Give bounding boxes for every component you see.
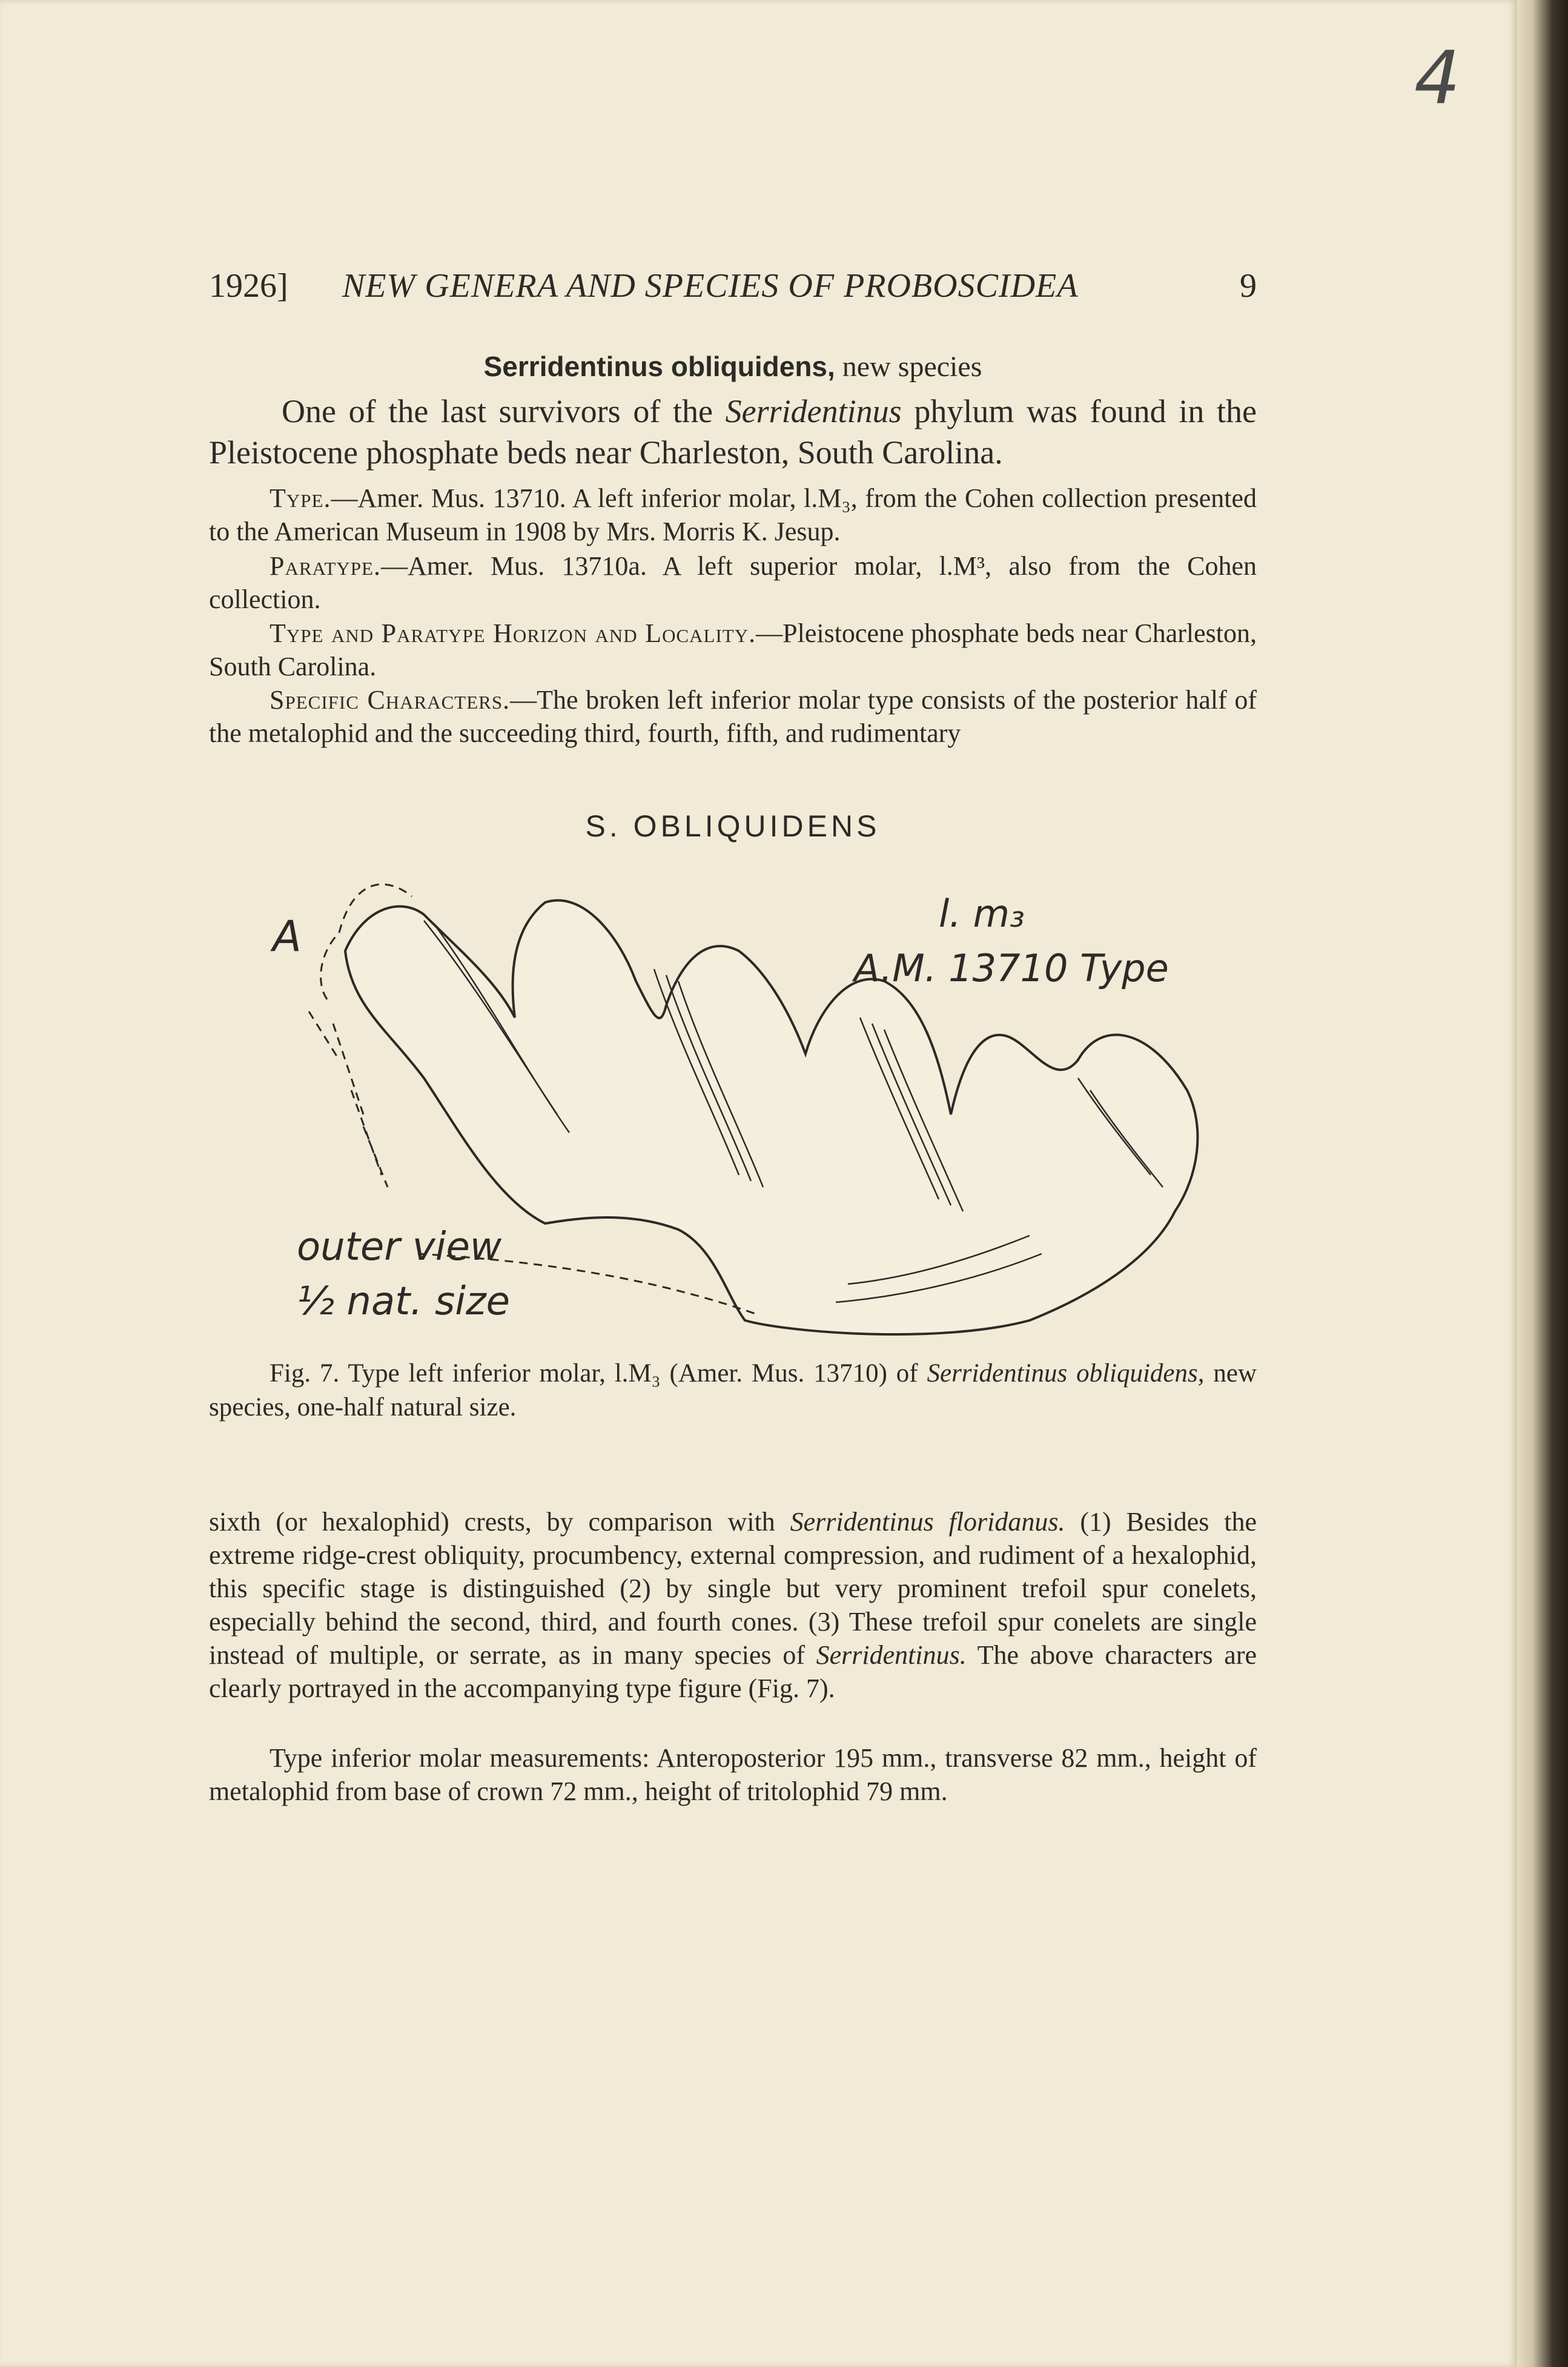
figure-label-size: ½ nat. size (297, 1279, 511, 1324)
figure-label-tooth: l. m₃ (939, 892, 1025, 936)
type-paragraph (209, 482, 1257, 548)
continuation-genus-floridanus: Serridentinus floridanus. (790, 1507, 1065, 1537)
type-text: —Amer. Mus. 13710. A left inferior molar, l.M₃, from the Cohen collection presented to the American Museum in 1908 by Mrs. Morris K. Jesup. (209, 483, 1257, 546)
running-head-year: 1926] (209, 267, 288, 305)
species-name: Serridentinus obliquidens, (483, 351, 835, 382)
figure-caption (209, 1357, 1257, 1425)
measurements-paragraph: Type inferior molar measurements: Anteroposterior 195 mm., transverse 82 mm., height of metalophid from base of crown 72 mm., height of tritolophid 79 mm. (209, 1743, 1257, 1806)
species-heading (209, 350, 1257, 383)
caption-genus: Serridentinus obliquidens, (927, 1359, 1205, 1388)
lead-text-pre: One of the last survivors of the (282, 393, 726, 429)
horizon-text: —Pleistocene phosphate beds near Charleston, South Carolina. (209, 618, 1257, 681)
continuation-text-b: (1) Besides the extreme ridge-crest obliquity, procumbency, external compression, and rudiment of a hexalophid, this specific stage is distinguished (2) by single but very prominent trefoil spur conelets, especially behind the second, third, and fourth cones. (3) These trefoil spur conelets are single instead of multiple, or serrate, as in many species of (209, 1507, 1257, 1670)
characters-paragraph (209, 683, 1257, 750)
page-number: 9 (1240, 267, 1257, 305)
figure-title: S. OBLIQUIDENS (585, 809, 881, 843)
figure-label-view: outer view (297, 1225, 502, 1270)
running-head (209, 266, 1257, 315)
horizon-label: Type and Paratype Horizon and Locality. (270, 618, 756, 648)
lead-text-post: phylum was found in the Pleistocene phosphate beds near Charleston, South Carolina. (209, 393, 1257, 471)
running-head-title: NEW GENERA AND SPECIES OF PROBOSCIDEA (342, 267, 1079, 305)
paratype-label: Paratype. (270, 551, 381, 581)
continuation-text-c: The above characters are clearly portrayed in the accompanying type figure (Fig. 7). (209, 1640, 1257, 1703)
figure-label-a: A (273, 912, 302, 961)
lead-genus: Serridentinus (725, 393, 902, 429)
continuation-paragraph (209, 1505, 1257, 1705)
caption-pre: Fig. 7. Type left inferior molar, l.M₃ (Amer. Mus. 13710) of (270, 1359, 927, 1388)
paratype-text: —Amer. Mus. 13710a. A left superior molar, l.M³, also from the Cohen collection. (209, 551, 1257, 614)
caption-post: new species, one-half natural size. (209, 1359, 1257, 1422)
molar-figure (242, 860, 1211, 1357)
characters-label: Specific Characters. (270, 685, 511, 715)
handwritten-folio-mark: 4 (1414, 36, 1461, 121)
lead-paragraph (209, 391, 1257, 473)
characters-text: —The broken left inferior molar type consists of the posterior half of the metalophid and the succeeding third, fourth, fifth, and rudimentary (209, 685, 1257, 748)
species-suffix: new species (835, 351, 982, 383)
torn-page-edge (1517, 0, 1568, 2367)
paratype-paragraph (209, 549, 1257, 616)
horizon-paragraph (209, 617, 1257, 683)
type-label: Type. (270, 483, 331, 513)
continuation-genus-serridentinus: Serridentinus. (816, 1640, 967, 1670)
figure-label-specimen: A.M. 13710 Type (854, 946, 1169, 990)
continuation-text-a: sixth (or hexalophid) crests, by comparison with (209, 1507, 790, 1537)
